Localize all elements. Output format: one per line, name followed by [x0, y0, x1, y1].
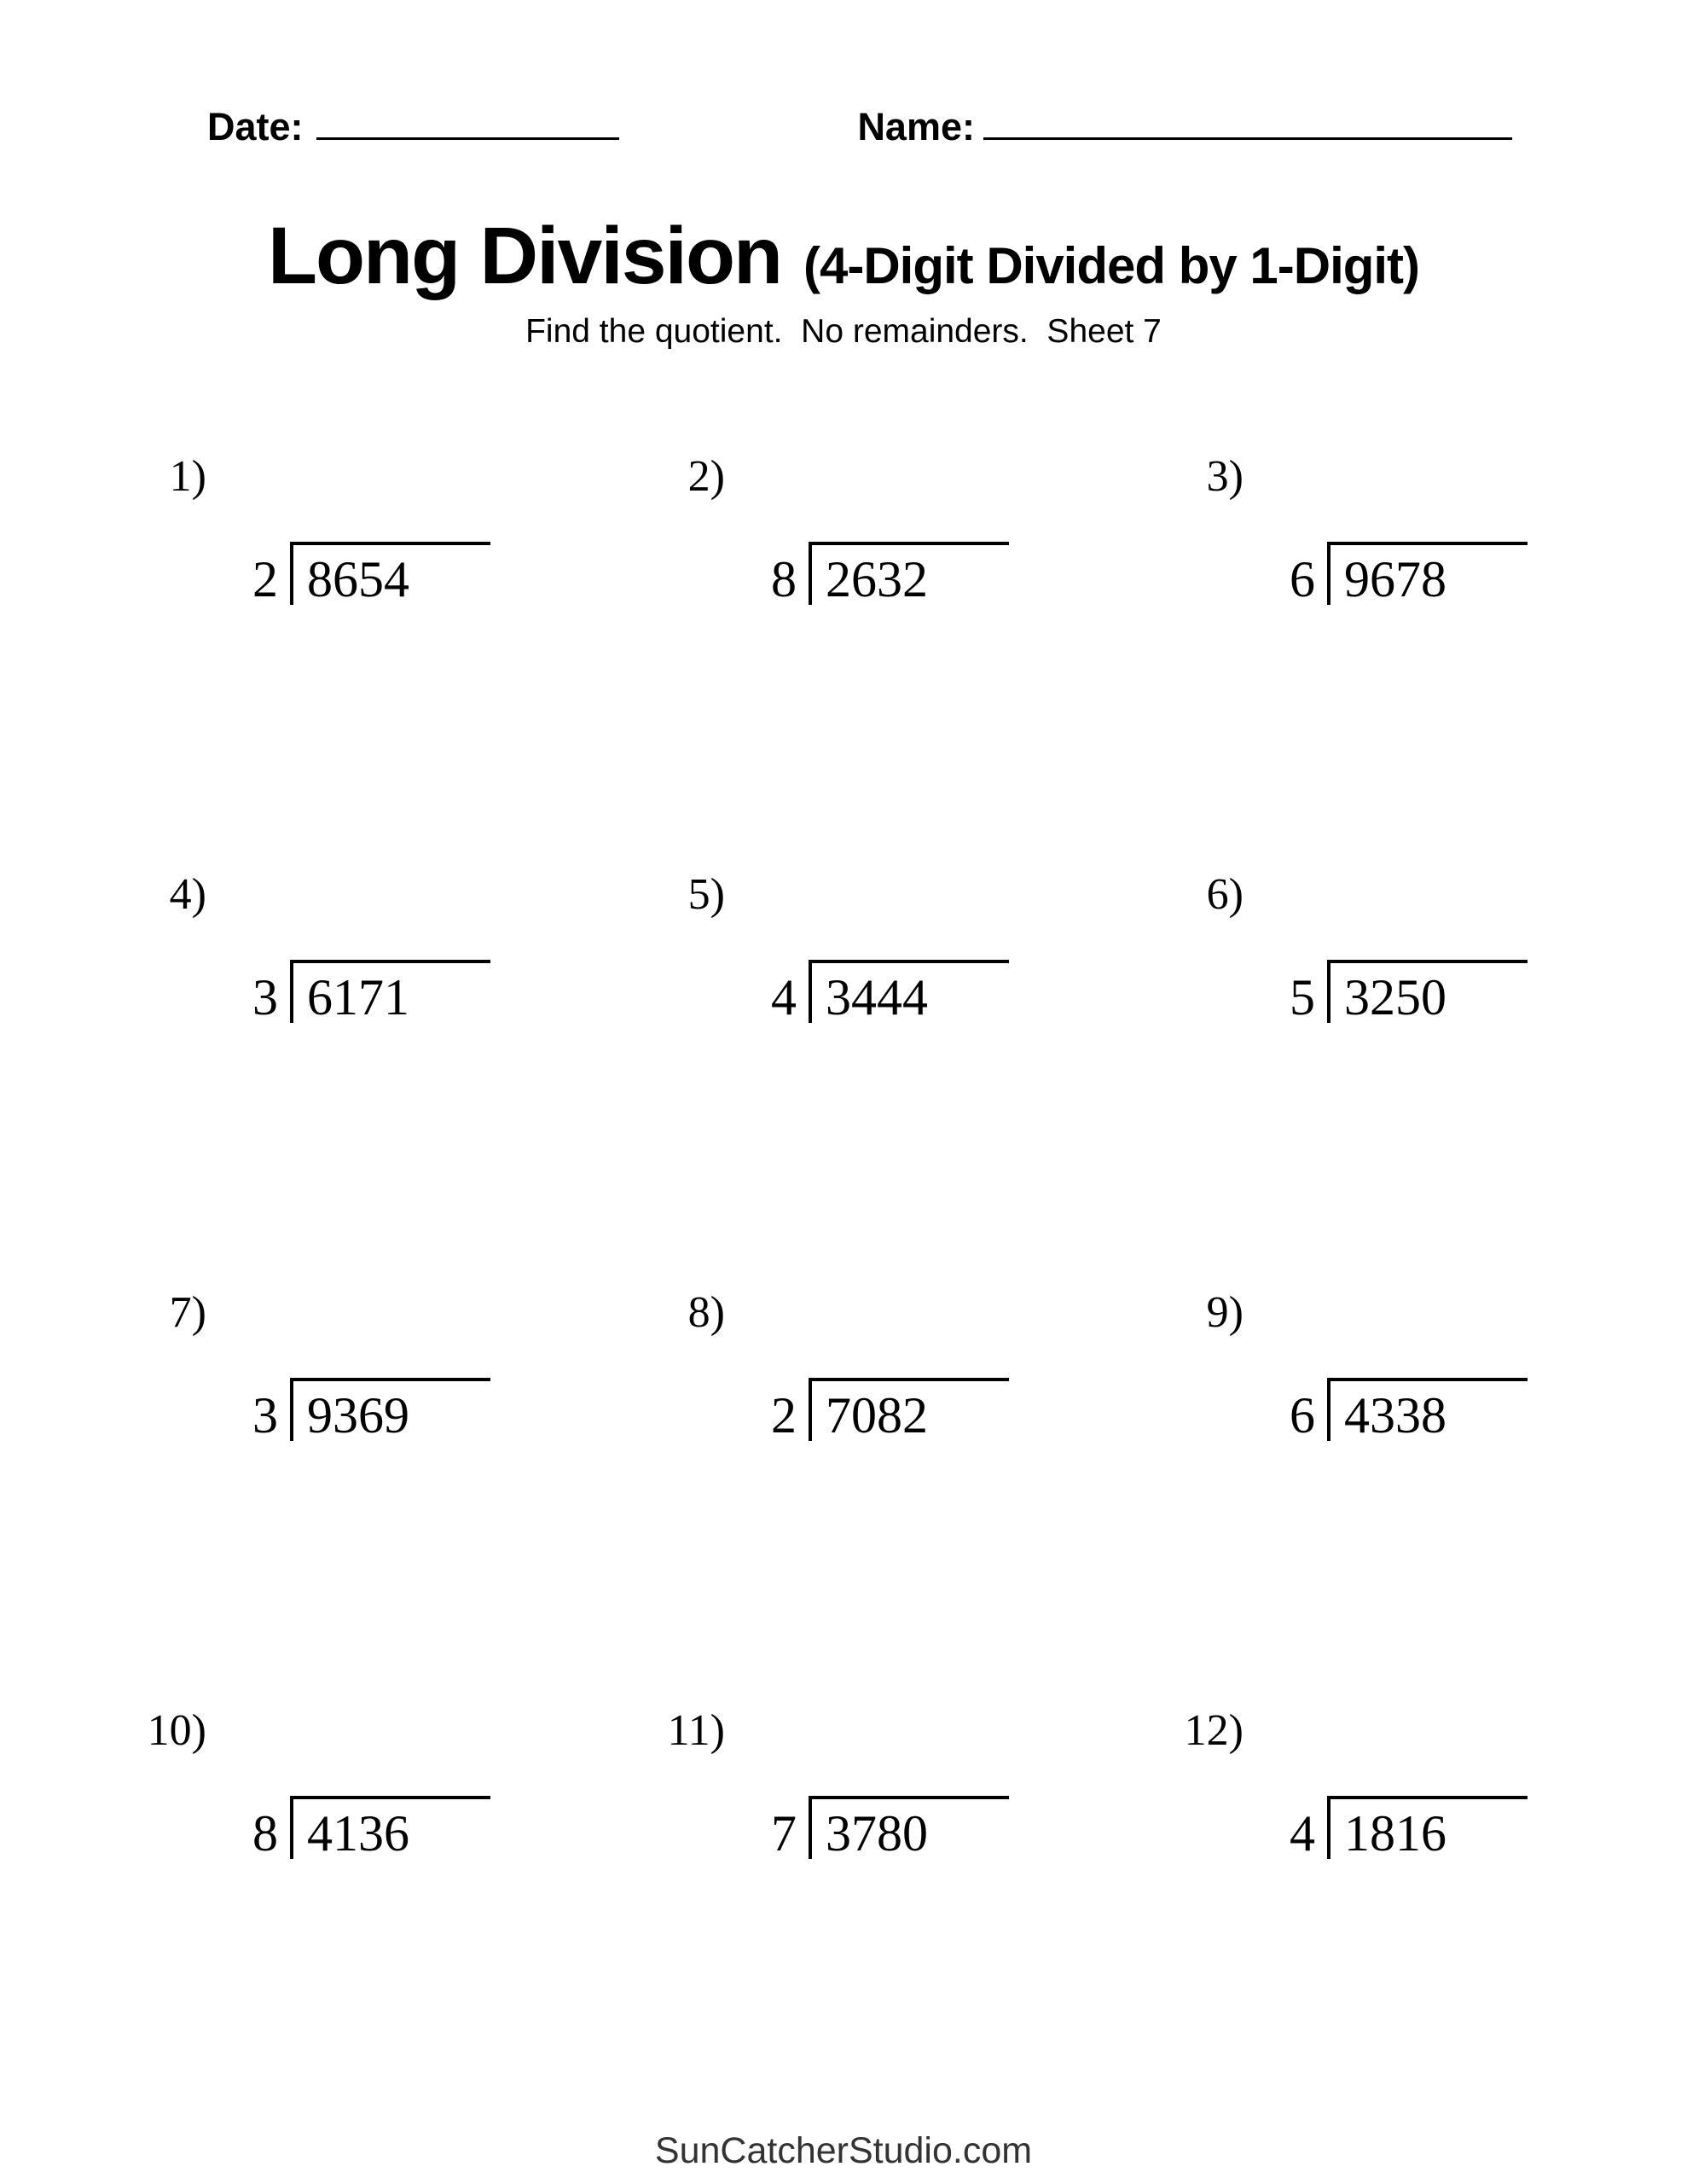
dividend-under-bracket: 4338 — [1327, 1378, 1528, 1441]
problem-cell — [128, 1287, 646, 1705]
instructions-text: Find the quotient. No remainders. Sheet 7 — [525, 313, 1162, 350]
problem-cell — [646, 1287, 1165, 1705]
dividend-under-bracket: 3780 — [809, 1796, 1009, 1859]
divisor: 6 — [1290, 550, 1315, 607]
problem-number: 5) — [687, 870, 725, 919]
problem-cell — [1165, 1287, 1684, 1705]
problem-cell — [128, 869, 646, 1287]
page-title-qualifier: (4-Digit Divided by 1-Digit) — [803, 237, 1420, 294]
problem-number: 7) — [169, 1288, 206, 1337]
problem-cell — [128, 451, 646, 869]
title-row — [0, 210, 1687, 303]
problem-cell — [1165, 1705, 1684, 2123]
date-blank-line — [316, 137, 619, 140]
dividend-under-bracket: 8654 — [290, 542, 490, 605]
division-expression — [1290, 542, 1684, 605]
dividend-under-bracket: 6171 — [290, 960, 490, 1023]
divisor: 2 — [771, 1386, 797, 1443]
date-label: Date: — [207, 105, 304, 148]
division-expression — [771, 1796, 1165, 1862]
divisor: 6 — [1290, 1386, 1315, 1443]
division-expression — [1290, 1796, 1684, 1862]
divisor: 5 — [1290, 968, 1315, 1025]
name-label: Name: — [857, 105, 975, 148]
division-expression — [771, 1378, 1165, 1441]
problem-number: 9) — [1206, 1288, 1244, 1337]
division-expression — [771, 960, 1165, 1023]
dividend-under-bracket: 3444 — [809, 960, 1009, 1023]
page-title: Long Division — [267, 211, 782, 301]
divisor: 4 — [1290, 1804, 1315, 1862]
dividend-under-bracket: 9678 — [1327, 542, 1528, 605]
division-expression — [771, 542, 1165, 605]
division-expression — [252, 1796, 646, 1862]
problem-number: 8) — [687, 1288, 725, 1337]
name-field — [857, 104, 1512, 150]
problems-grid — [128, 451, 1687, 2123]
footer-website: SunCatcherStudio.com — [654, 2130, 1033, 2171]
dividend-under-bracket: 9369 — [290, 1378, 490, 1441]
dividend-under-bracket: 3250 — [1327, 960, 1528, 1023]
name-blank-line — [983, 137, 1512, 140]
problem-number: 6) — [1206, 870, 1244, 919]
divisor: 2 — [252, 550, 278, 607]
problem-number: 11) — [667, 1706, 725, 1755]
problem-number: 4) — [169, 870, 206, 919]
divisor: 8 — [771, 550, 797, 607]
division-expression — [252, 960, 646, 1023]
problem-number: 2) — [687, 452, 725, 501]
division-expression — [252, 1378, 646, 1441]
divisor: 3 — [252, 1386, 278, 1443]
division-expression — [252, 542, 646, 605]
problem-cell — [1165, 869, 1684, 1287]
problem-number: 12) — [1184, 1706, 1244, 1755]
divisor: 3 — [252, 968, 278, 1025]
problem-cell — [646, 869, 1165, 1287]
problem-cell — [646, 451, 1165, 869]
division-expression — [1290, 1378, 1684, 1441]
problem-cell — [1165, 451, 1684, 869]
problem-number: 1) — [169, 452, 206, 501]
problem-number: 10) — [147, 1706, 206, 1755]
date-field — [207, 104, 619, 150]
dividend-under-bracket: 7082 — [809, 1378, 1009, 1441]
dividend-under-bracket: 4136 — [290, 1796, 490, 1859]
problem-cell — [646, 1705, 1165, 2123]
problem-number: 3) — [1206, 452, 1244, 501]
dividend-under-bracket: 2632 — [809, 542, 1009, 605]
divisor: 8 — [252, 1804, 278, 1862]
divisor: 4 — [771, 968, 797, 1025]
worksheet-header — [0, 0, 1687, 150]
division-expression — [1290, 960, 1684, 1023]
divisor: 7 — [771, 1804, 797, 1862]
dividend-under-bracket: 1816 — [1327, 1796, 1528, 1859]
problem-cell — [128, 1705, 646, 2123]
